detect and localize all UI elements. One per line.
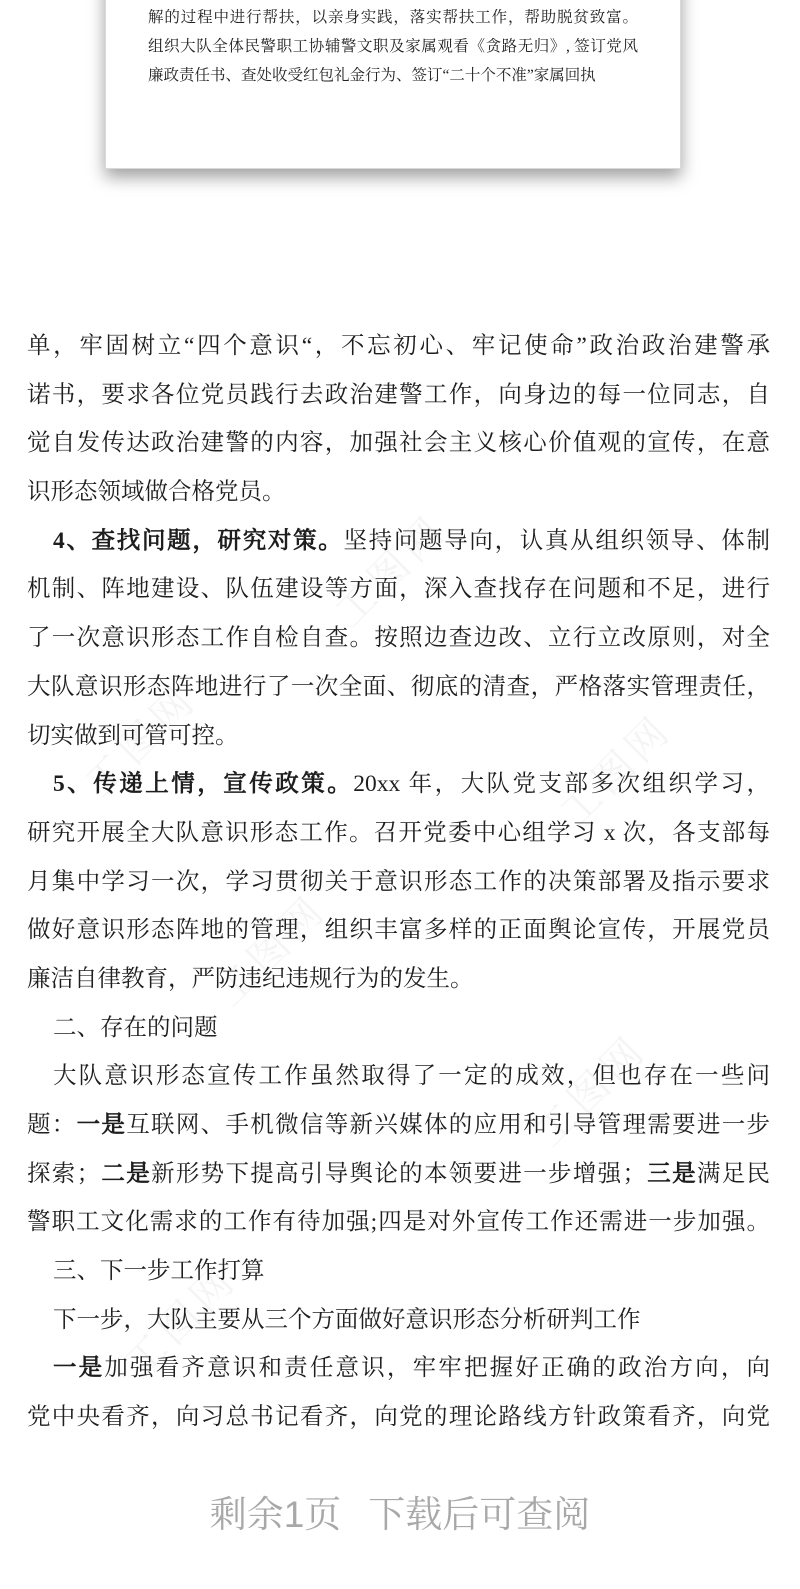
text-run: 切实做到可管可控。 — [27, 722, 239, 749]
document-line — [27, 712, 770, 761]
text-run: 研究开展全大队意识形态工作。召开党委中心组学习 x 次，各支部每 — [27, 819, 770, 846]
document-line — [27, 1052, 770, 1101]
text-run: 三、下一步工作打算 — [53, 1258, 265, 1285]
document-line — [27, 371, 770, 420]
text-run: 大队意识形态宣传工作虽然取得了一定的成效，但也存在一些问 — [53, 1063, 770, 1090]
text-run: 互联网、手机微信等新兴媒体的应用和引导管理需要进一步 — [126, 1112, 770, 1138]
document-line — [27, 955, 770, 1004]
text-run: 警职工文化需求的工作有待加强;四是对外宣传工作还需进一步加强。 — [27, 1209, 770, 1236]
text-run: 加强看齐意识和责任意识，牢牢把握好正确的政治方向，向 — [104, 1355, 770, 1382]
remaining-pages-label: 剩余1页 — [209, 1494, 342, 1535]
text-run: 了一次意识形态工作自检自查。按照边查边改、立行立改原则，对全 — [27, 625, 770, 652]
document-line — [27, 517, 770, 566]
document-line — [27, 1344, 770, 1393]
bold-text-run: 三是 — [645, 1160, 697, 1187]
text-run: 诺书，要求各位党员践行去政治建警工作，向身边的每一位同志，自 — [27, 381, 770, 408]
document-line — [27, 1101, 770, 1150]
document-line — [27, 1198, 770, 1247]
text-run: 满足民 — [696, 1160, 770, 1187]
document-line — [27, 614, 770, 663]
bold-text-run: 5、传递上情，宣传政策。 — [53, 771, 354, 798]
previous-page-preview-card — [105, 0, 681, 169]
document-line — [27, 858, 770, 907]
document-line — [27, 663, 770, 712]
document-line — [27, 1393, 770, 1442]
text-run: 做好意识形态阵地的管理，组织丰富多样的正面舆论宣传，开展党员 — [27, 917, 770, 944]
text-run: 二、存在的问题 — [53, 1014, 218, 1041]
text-run: 机制、阵地建设、队伍建设等方面，深入查找存在问题和不足，进行 — [27, 576, 770, 603]
text-run: 识形态领域做合格党员。 — [27, 479, 286, 506]
document-line — [27, 468, 770, 517]
document-line — [27, 906, 770, 955]
document-line — [27, 322, 770, 371]
text-run: 月集中学习一次，学习贯彻关于意识形态工作的决策部署及指示要求 — [27, 868, 770, 895]
text-run: 廉洁自律教育，严防违纪违规行为的发生。 — [27, 965, 474, 992]
document-line — [27, 809, 770, 858]
text-run: 党中央看齐，向习总书记看齐，向党的理论路线方针政策看齐，向党 — [27, 1404, 770, 1431]
text-run: 探索； — [27, 1160, 101, 1187]
preview-line: 解的过程中进行帮扶，以亲身实践，落实帮扶工作，帮助脱贫致富。 — [148, 9, 638, 26]
document-line — [27, 1004, 770, 1053]
preview-line: 廉政责任书、查处收受红包礼金行为、签订“二十个不准”家属回执 — [148, 67, 596, 84]
document-line — [27, 1296, 770, 1345]
document-line — [27, 1247, 770, 1296]
text-run: 20xx 年，大队党支部多次组织学习， — [353, 771, 770, 798]
text-run: 新形势下提高引导舆论的本领要进一步增强； — [151, 1160, 646, 1187]
text-run: 觉自发传达政治建警的内容，加强社会主义核心价值观的宣传，在意 — [27, 430, 770, 457]
remaining-pages-notice — [0, 1484, 800, 1538]
text-run: 下一步，大队主要从三个方面做好意识形态分析研判工作 — [53, 1306, 641, 1333]
text-run: 题： — [27, 1112, 77, 1138]
bold-text-run: 一是 — [76, 1112, 127, 1138]
bold-text-run: 二是 — [100, 1160, 152, 1187]
bold-text-run: 一是 — [53, 1355, 105, 1382]
bold-text-run: 4、查找问题，研究对策。 — [53, 527, 344, 554]
download-to-view-hint: 下载后可查阅 — [368, 1494, 591, 1535]
document-line — [27, 565, 770, 614]
document-body — [27, 322, 770, 1442]
document-line — [27, 419, 770, 468]
preview-line: 组织大队全体民警职工协辅警文职及家属观看《贪路无归》, 签订党风 — [148, 38, 638, 55]
document-line — [27, 760, 770, 809]
text-run: 大队意识形态阵地进行了一次全面、彻底的清查，严格落实管理责任， — [27, 673, 770, 700]
document-line — [27, 1150, 770, 1199]
text-run: 坚持问题导向，认真从组织领导、体制 — [343, 527, 770, 554]
text-run: 单，牢固树立“四个意识“，不忘初心、牢记使命”政治政治建警承 — [27, 333, 770, 359]
